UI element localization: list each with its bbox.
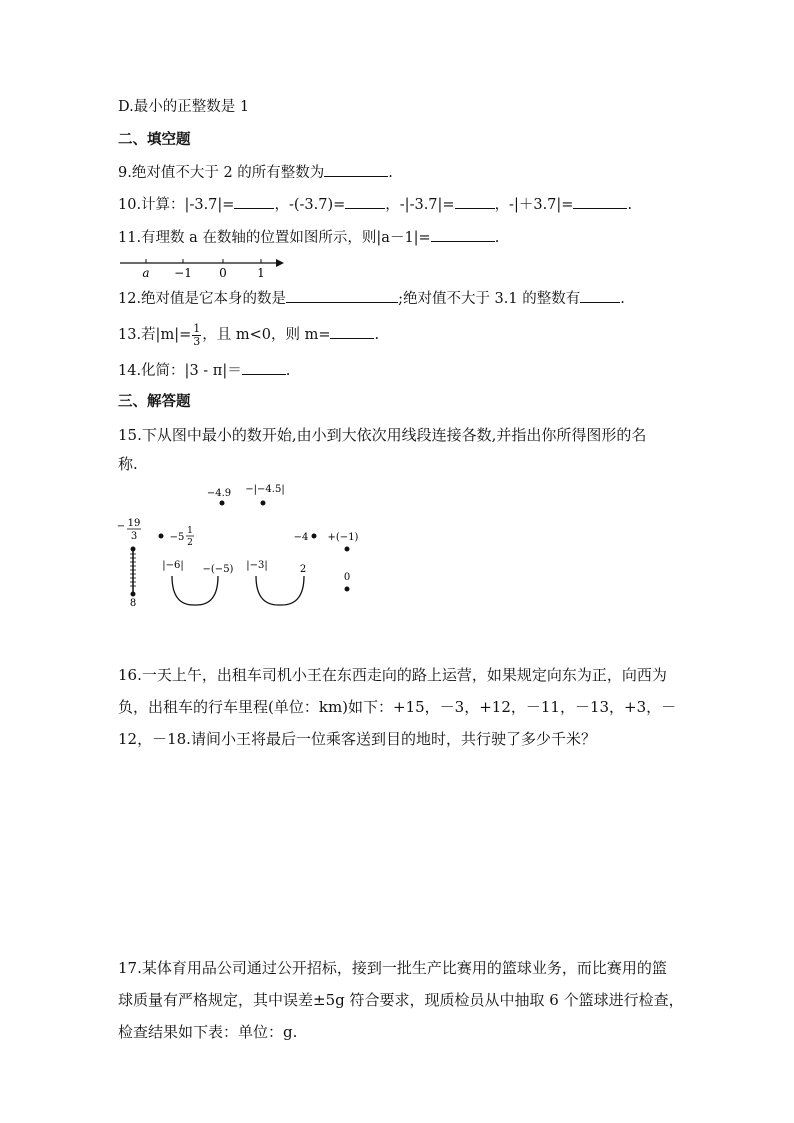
question-10 [118, 194, 632, 215]
tick-label-minus-1: −1 [174, 266, 192, 280]
question-13-part1: 13.若|m|= [118, 327, 192, 343]
question-13-fraction-num: 1 [193, 321, 201, 335]
question-17-line-3 [118, 1022, 297, 1042]
fig-label-neg-neg-5: −(−5) [202, 564, 234, 575]
question-17-text-1: 17.某体育用品公司通过公开招标，接到一批生产比赛用的篮球业务，而比赛用的篮 [118, 959, 667, 977]
fig-label-abs-3: |−3| [246, 560, 268, 571]
section-answer-heading [118, 392, 191, 412]
tick-label-1: 1 [257, 266, 265, 280]
fig-arc-left [172, 576, 218, 605]
question-13 [118, 320, 379, 350]
question-9-end: . [388, 165, 393, 181]
question-13-fraction [192, 323, 201, 348]
question-12-blank-1[interactable] [286, 288, 398, 303]
question-15-text-2: 称. [118, 455, 138, 473]
section-answer-title: 三、解答题 [118, 393, 191, 410]
question-10-part4: ，-|＋3.7|= [494, 197, 574, 213]
question-10-blank-3[interactable] [455, 194, 495, 209]
fig-label-19-3-den: 3 [130, 531, 138, 542]
fig-label-0: 0 [343, 572, 351, 583]
question-16-text-1: 16.一天上午，出租车司机小王在东西走向的路上运营，如果规定向东为正，向西为 [118, 666, 667, 684]
question-10-blank-2[interactable] [345, 194, 385, 209]
fig-arc-right [256, 576, 304, 605]
fig-dot-abs-4-5 [261, 501, 266, 506]
fig-dot-8 [131, 592, 136, 597]
question-12-part1: 12.绝对值是它本身的数是 [118, 291, 287, 307]
question-16-text-3: 12，－18.请间小王将最后一位乘客送到目的地时，共行驶了多少千米？ [118, 730, 596, 748]
question-10-part2: ，-(-3.7)= [274, 197, 346, 213]
question-12-part2: ;绝对值不大于 3.1 的整数有 [398, 291, 581, 307]
question-17-text-3: 检查结果如下表：单位：g. [118, 1023, 298, 1041]
number-line-arrow-icon [276, 259, 284, 267]
section-fill-in-title: 二、填空题 [118, 131, 191, 148]
question-13-part2: ，且 m<0，则 m= [202, 327, 331, 343]
question-13-fraction-den: 3 [193, 334, 201, 348]
question-9-blank[interactable] [324, 162, 388, 177]
fig-dot-minus-4 [312, 534, 317, 539]
fig-label-5-half-den: 2 [187, 538, 193, 548]
fig-dot-0 [345, 587, 350, 592]
fig-dot-minus-5-half [159, 534, 164, 539]
question-12 [118, 288, 625, 309]
question-14-blank[interactable] [242, 360, 286, 375]
question-16-line-3 [118, 729, 596, 749]
question-17-line-2 [118, 990, 684, 1010]
question-14 [118, 360, 290, 381]
question-11 [118, 227, 499, 248]
question-16-line-1 [118, 665, 667, 685]
question-16-line-2 [118, 697, 676, 717]
fig-dot-minus-4-9 [220, 501, 225, 506]
question-17-line-1 [118, 958, 667, 978]
option-d-line [118, 97, 249, 117]
question-10-blank-4[interactable] [573, 194, 627, 209]
tick-label-0: 0 [219, 266, 227, 280]
question-10-part3: ，-|-3.7|= [385, 197, 455, 213]
question-13-blank[interactable] [330, 324, 374, 339]
question-14-text: 14.化简：|3 - π|＝ [118, 363, 242, 379]
question-10-part1: 10.计算：|-3.7|= [118, 197, 235, 213]
fig-label-plus-neg-1: +(−1) [327, 532, 359, 543]
fig-label-5-half-int: −5 [169, 532, 185, 543]
question-15-line-2 [118, 454, 138, 474]
fig-dot-plus-neg-1 [345, 547, 350, 552]
figure-15 [110, 478, 380, 610]
question-12-blank-2[interactable] [580, 288, 620, 303]
fig-label-minus-4: −4 [293, 532, 309, 543]
fig-label-19-3-num: 19 [127, 518, 141, 529]
fig-label-19-3-sign: − [116, 521, 126, 532]
fig-label-abs-4-5: −|−4.5| [245, 484, 285, 495]
option-d-text: D.最小的正整数是 1 [118, 99, 250, 115]
question-17-text-2: 球质量有严格规定，其中误差±5g 符合要求，现质检员从中抽取 6 个篮球进行检查， [118, 991, 684, 1009]
question-15-line-1 [118, 425, 646, 445]
question-10-blank-1[interactable] [234, 194, 274, 209]
question-16-text-2: 负，出租车的行车里程(单位：km)如下：+15，－3，+12，－11，－13，+3，－ [118, 698, 677, 716]
question-15-text-1: 15.下从图中最小的数开始,由小到大依次用线段连接各数,并指出你所得图形的名 [118, 426, 647, 444]
question-14-end: . [285, 363, 291, 379]
tick-label-a: a [142, 266, 150, 280]
fig-label-8: 8 [129, 598, 137, 609]
question-11-blank[interactable] [431, 227, 495, 242]
fig-label-5-half-num: 1 [187, 526, 193, 536]
number-line [118, 254, 288, 280]
question-9-text: 9.绝对值不大于 2 的所有整数为 [118, 165, 325, 181]
section-fill-in-heading [118, 130, 191, 150]
question-10-end: . [627, 197, 633, 213]
question-12-end: . [620, 291, 625, 307]
question-9 [118, 162, 393, 183]
question-11-text: 11.有理数 a 在数轴的位置如图所示，则|a－1|= [118, 230, 431, 246]
fig-label-minus-4-9: −4.9 [206, 488, 232, 499]
fig-label-2: 2 [299, 564, 307, 575]
question-13-end: . [374, 327, 380, 343]
question-11-end: . [494, 230, 500, 246]
fig-label-abs-6: |−6| [162, 560, 184, 571]
